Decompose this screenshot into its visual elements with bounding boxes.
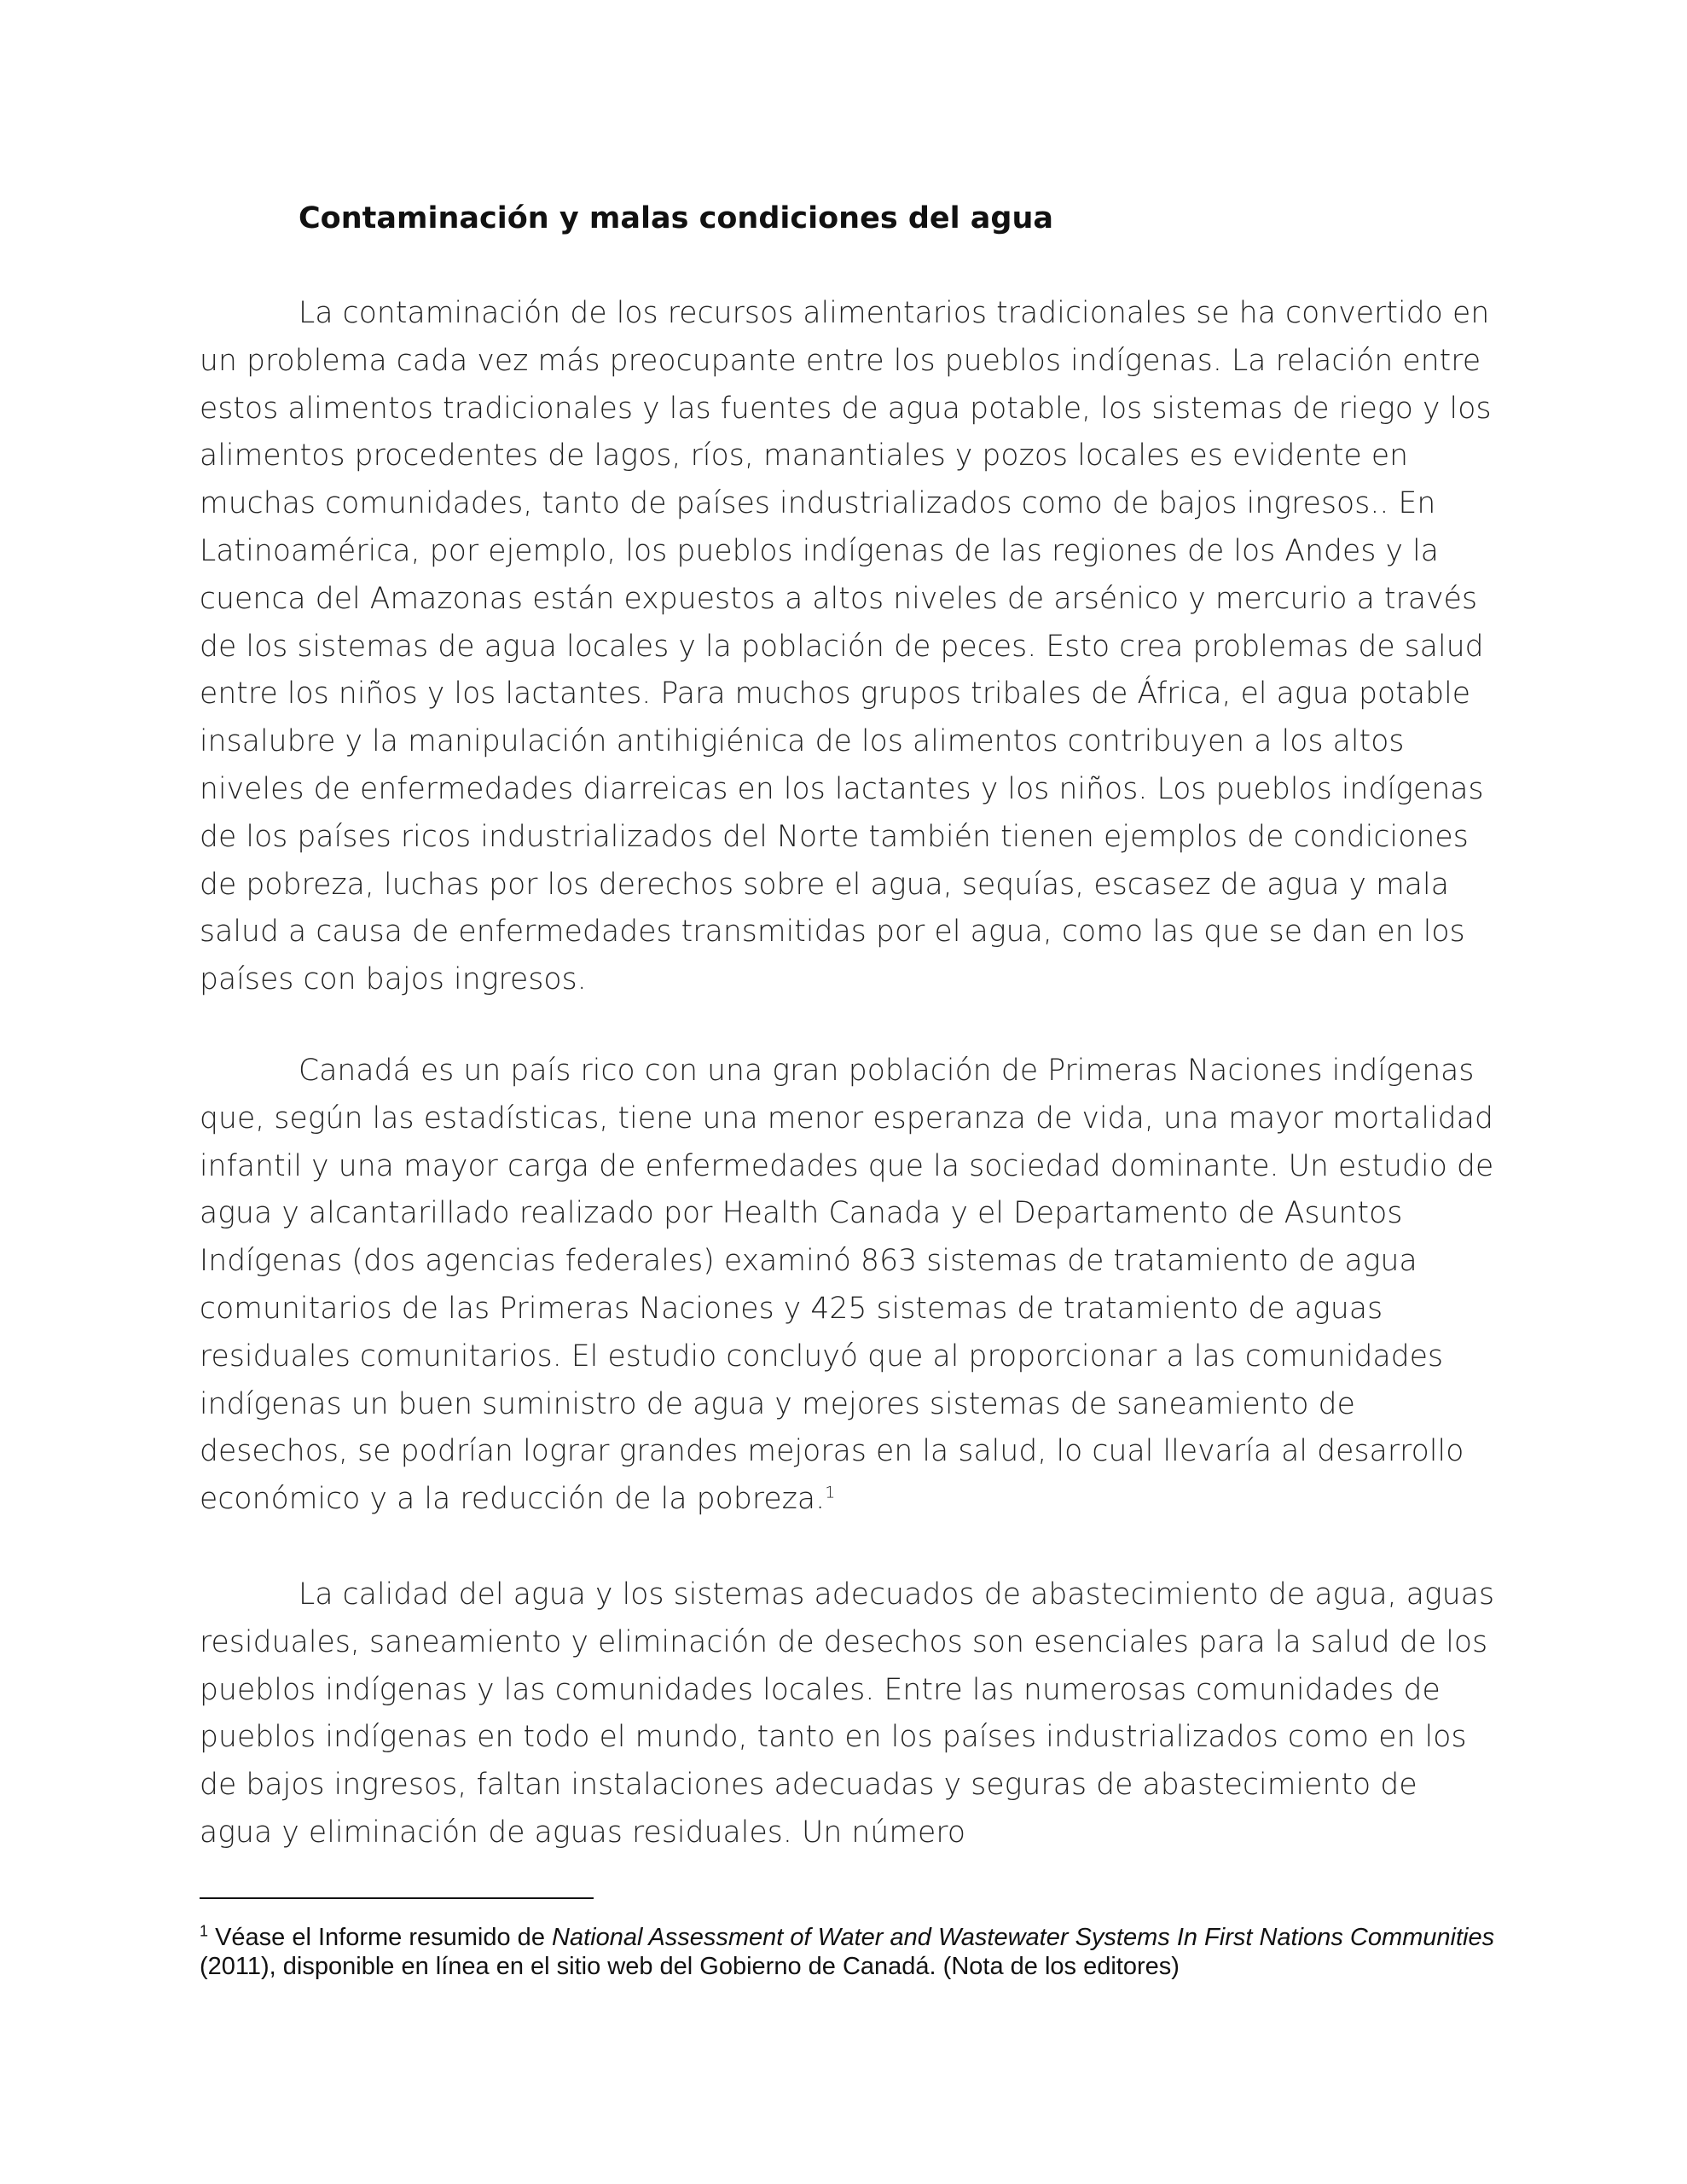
footnote-marker: 1 [200,1922,209,1940]
section-heading: Contaminación y malas condiciones del agua [299,201,1054,235]
footnote [200,1923,1530,1981]
paragraph-text: Canadá es un país rico con una gran población de Primeras Naciones indígenas que, según las estadísticas, tiene una menor esperanza de vida, una mayor mortalidad infantil y una mayor carga de enfermedades que la sociedad dominante. Un estudio de agua y alcantarillado realizado por Health Canada y el Departamento de Asuntos Indígenas (dos agencias federales) examinó 863 sistemas de tratamiento de agua comunitarios de las Primeras Naciones y 425 sistemas de tratamiento de aguas residuales comunitarios. El estudio concluyó que al proporcionar a las comunidades indígenas un buen suministro de agua y mejores sistemas de saneamiento de desechos, se podrían lograr grandes mejoras en la salud, lo cual llevaría al desarrollo económico y a la reducción de la pobreza. [200,1054,1494,1517]
body-paragraph-2 [200,1048,1496,1524]
paragraph-text: La calidad del agua y los sistemas adecuados de abastecimiento de agua, aguas residuales, saneamiento y eliminación de desechos son esenciales para la salud de los pueblos indígenas y las comunidades locales. Entre las numerosas comunidades de pueblos indígenas en todo el mundo, tanto en los países industrializados como en los de bajos ingresos, faltan instalaciones adecuadas y seguras de abastecimiento de agua y eliminación de aguas residuales. Un número [200,1577,1495,1850]
footnote-text-before: Véase el Informe resumido de [208,1924,552,1951]
footnote-text-after: (2011), disponible en línea en el sitio web del Gobierno de Canadá. (Nota de los editores) [200,1953,1180,1980]
footnote-reference[interactable]: 1 [825,1483,836,1502]
body-paragraph-1 [200,290,1496,1004]
footnote-separator [200,1897,594,1899]
paragraph-text: La contaminación de los recursos alimentarios tradicionales se ha convertido en un problema cada vez más preocupante entre los pueblos indígenas. La relación entre estos alimentos tradicionales y las fuentes de agua potable, los sistemas de riego y los alimentos procedentes de lagos, ríos, manantiales y pozos locales es evidente en muchas comunidades, tanto de países industrializados como de bajos ingresos.. En Latinoamérica, por ejemplo, los pueblos indígenas de las regiones de los Andes y la cuenca del Amazonas están expuestos a altos niveles de arsénico y mercurio a través de los sistemas de agua locales y la población de peces. Esto crea problemas de salud entre los niños y los lactantes. Para muchos grupos tribales de África, el agua potable insalubre y la manipulación antihigiénica de los alimentos contribuyen a los altos niveles de enfermedades diarreicas en los lactantes y los niños. Los pueblos indígenas de los países ricos industrializados del Norte también tienen ejemplos de condiciones de pobreza, luchas por los derechos sobre el agua, sequías, escasez de agua y mala salud a causa de enfermedades transmitidas por el agua, como las que se dan en los países con bajos ingresos. [200,296,1492,997]
footnote-report-title: National Assessment of Water and Wastewater Systems In First Nations Communities [552,1924,1495,1951]
body-paragraph-3 [200,1571,1496,1857]
